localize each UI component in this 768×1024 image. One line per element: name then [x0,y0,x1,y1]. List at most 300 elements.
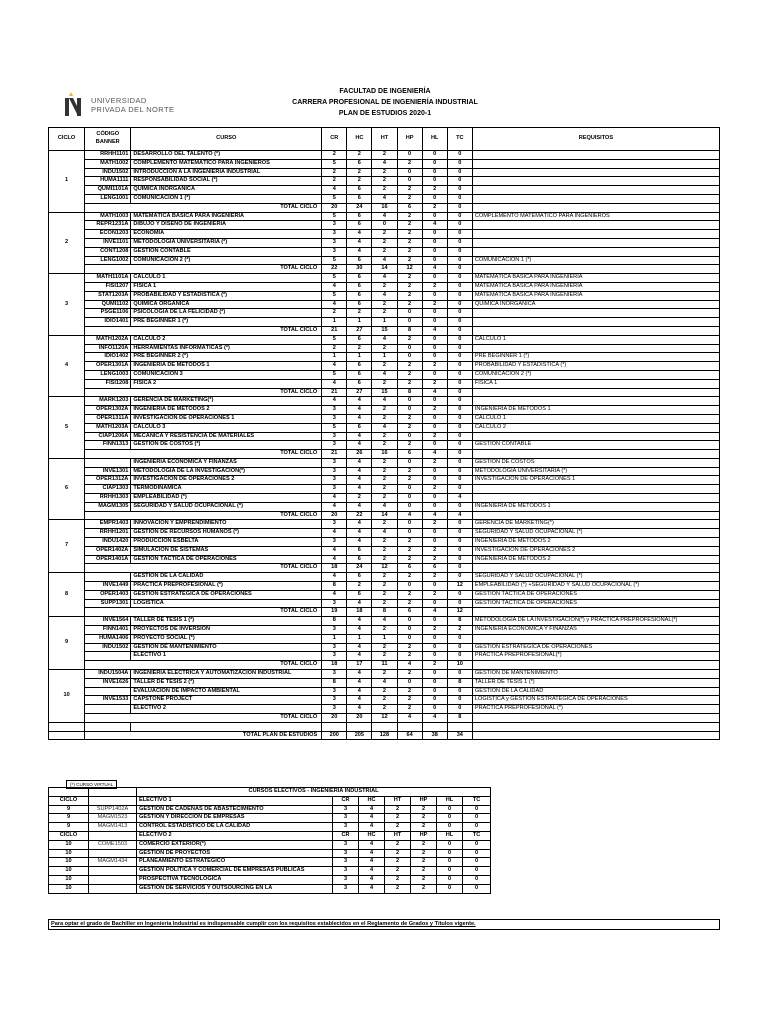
cycle-number: 10 [49,670,85,723]
grand-total-row [49,731,720,740]
course-row [49,643,720,652]
course-tc: 0 [447,247,472,256]
course-cr: 4 [322,546,347,555]
course-ht: 2 [372,432,397,441]
course-hc: 4 [347,696,372,705]
course-name: METODOLOGÍA DE LA INVESTIGACIÓN(*) [131,467,322,476]
course-hl: 0 [422,230,447,239]
course-hl: 0 [422,177,447,186]
elective-code: SUPP1402A [89,805,137,814]
elective-hp: 2 [411,858,437,867]
total-hl: 6 [422,564,447,573]
total-tc: 8 [447,714,472,723]
total-requisite-empty [472,450,719,459]
total-cr: 20 [322,714,347,723]
course-row [49,494,720,503]
course-name: PROYECTOS DE INVERSIÓN [131,626,322,635]
course-hp: 0 [397,494,422,503]
total-requisite-empty [472,265,719,274]
course-hc: 4 [347,238,372,247]
course-cr: 2 [322,168,347,177]
total-hp: 6 [397,450,422,459]
course-code: RRHH1303 [85,494,131,503]
course-name: PROYECTO SOCIAL (*) [131,634,322,643]
course-hl: 2 [422,300,447,309]
course-ht: 4 [372,370,397,379]
course-row [49,221,720,230]
course-requisite: INGENIERÍA ECONÓMICA Y FINANZAS [472,626,719,635]
course-name: INNOVACIÓN Y EMPRENDIMIENTO [131,520,322,529]
course-requisite: MATEMÁTICA BÁSICA PARA INGENIERÍA [472,291,719,300]
course-code: MAGM1305 [85,502,131,511]
course-code [85,573,131,582]
course-hp: 2 [397,687,422,696]
course-requisite: INVESTIGACIÓN DE OPERACIONES 1 [472,476,719,485]
total-ht: 16 [372,203,397,212]
course-hp: 0 [397,582,422,591]
course-hc: 4 [347,397,372,406]
total-cr: 21 [322,326,347,335]
document-header [230,86,540,119]
course-row [49,696,720,705]
course-requisite: GESTIÓN DE MANTENIMIENTO [472,670,719,679]
course-cr: 5 [322,370,347,379]
course-code: RRHH1101 [85,151,131,160]
course-requisite [472,318,719,327]
total-hl: 4 [422,608,447,617]
cycle-number: 4 [49,335,85,397]
electives-col-name: ELECTIVO 2 [137,831,333,840]
course-tc: 0 [447,590,472,599]
course-row [49,230,720,239]
total-hp: 4 [397,511,422,520]
course-requisite: GERENCIA DE MARKETING(*) [472,520,719,529]
elective-hp: 2 [411,875,437,884]
course-row [49,441,720,450]
course-cr: 3 [322,599,347,608]
course-tc: 0 [447,502,472,511]
course-code: OPER1312A [85,476,131,485]
course-name: ELECTIVO 1 [131,652,322,661]
course-hc: 4 [347,485,372,494]
elective-tc: 0 [463,858,491,867]
electives-col-tc: TC [463,796,491,805]
course-ht: 4 [372,212,397,221]
cycle-total-row [49,714,720,723]
total-requisite-empty [472,714,719,723]
col-hc: HC [347,128,372,151]
elective-code: MAGM1523 [89,814,137,823]
elective-ciclo: 10 [49,867,89,876]
elective-tc: 0 [463,875,491,884]
elective-hc: 4 [359,849,385,858]
course-requisite: EMPLEABILIDAD (*) +SEGURIDAD Y SALUD OCUPACIONAL (*) [472,582,719,591]
total-hl: 4 [422,388,447,397]
course-row [49,291,720,300]
course-hp: 2 [397,652,422,661]
course-requisite: GESTIÓN TÁCTICA DE OPERACIONES [472,599,719,608]
course-code: HUMA1406 [85,634,131,643]
course-name: GESTIÓN DE LA CALIDAD [131,573,322,582]
course-name: COMPLEMENTO MATEMÁTICO PARA INGENIEROS [131,159,322,168]
course-cr: 4 [322,502,347,511]
electives-title-row [49,788,491,797]
course-ht: 4 [372,335,397,344]
course-row [49,582,720,591]
course-cr: 3 [322,441,347,450]
cycle-number: 8 [49,573,85,617]
course-name: GESTIÓN TÁCTICA DE OPERACIONES [131,555,322,564]
electives-header-row [49,831,491,840]
total-tc: 0 [447,265,472,274]
course-row [49,670,720,679]
course-tc: 0 [447,230,472,239]
col-curso: CURSO [131,128,322,151]
course-hp: 2 [397,194,422,203]
course-hc: 6 [347,194,372,203]
course-ht: 2 [372,705,397,714]
course-name: DIBUJO Y DISEÑO DE INGENIERÍA [131,221,322,230]
course-cr: 3 [322,247,347,256]
elective-ht: 2 [385,805,411,814]
university-logo [63,92,174,118]
grand-total-hp: 64 [397,731,422,740]
course-ht: 2 [372,696,397,705]
course-cr: 2 [322,177,347,186]
course-row [49,379,720,388]
total-cr: 22 [322,265,347,274]
elective-row [49,884,491,893]
course-ht: 2 [372,151,397,160]
course-ht: 0 [372,221,397,230]
course-hp: 2 [397,291,422,300]
total-hc: 24 [347,564,372,573]
course-requisite: COMUNICACIÓN 1 (*) [472,256,719,265]
course-cr: 3 [322,705,347,714]
course-hp: 0 [397,529,422,538]
course-cr: 2 [322,151,347,160]
course-hl: 0 [422,194,447,203]
course-code: INDU1502 [85,168,131,177]
col-ciclo: CICLO [49,128,85,151]
elective-hp: 2 [411,867,437,876]
course-hp: 0 [397,406,422,415]
course-name: COMUNICACIÓN 2 (*) [131,256,322,265]
course-requisite: GESTIÓN DE COSTOS [472,458,719,467]
course-hc: 4 [347,476,372,485]
course-cr: 4 [322,379,347,388]
course-hl: 4 [422,221,447,230]
course-tc: 0 [447,397,472,406]
course-tc: 0 [447,159,472,168]
course-requisite: GESTIÓN ESTRATÉGICA DE OPERACIONES [472,643,719,652]
course-hc: 6 [347,362,372,371]
course-hc: 4 [347,617,372,626]
course-name: TERMODINÁMICA [131,485,322,494]
course-requisite: COMUNICACIÓN 2 (*) [472,370,719,379]
course-tc: 2 [447,626,472,635]
course-hc: 4 [347,599,372,608]
course-cr: 3 [322,432,347,441]
course-requisite [472,238,719,247]
course-cr: 3 [322,652,347,661]
course-hc: 4 [347,414,372,423]
course-ht: 2 [372,485,397,494]
course-requisite [472,168,719,177]
course-code: QUMI1101A [85,186,131,195]
cycle-total-label: TOTAL CICLO [85,388,322,397]
course-hc: 6 [347,282,372,291]
elective-name: GESTIÓN DE CADENAS DE ABASTECIMIENTO [137,805,333,814]
course-code: CIAP1206A [85,432,131,441]
course-hp: 2 [397,705,422,714]
course-row [49,318,720,327]
col-codigo: CÓDIGO BANNER [85,128,131,151]
course-name: GESTIÓN DE RECURSOS HUMANOS (*) [131,529,322,538]
total-tc: 0 [447,564,472,573]
course-requisite [472,230,719,239]
total-hc: 27 [347,388,372,397]
course-hp: 2 [397,573,422,582]
spacer-cell [49,722,85,731]
career-title: CARRERA PROFESIONAL DE INGENIERÍA INDUSTRIAL [292,99,478,106]
course-row [49,256,720,265]
course-name: GESTIÓN ESTRATÉGICA DE OPERACIONES [131,590,322,599]
course-requisite: LOGÍSTICA y GESTIÓN ESTRATÉGICA DE OPERACIONES [472,696,719,705]
course-hc: 2 [347,151,372,160]
elective-cr: 3 [333,823,359,832]
course-hp: 2 [397,414,422,423]
course-name: INGENIERÍA ECONÓMICA Y FINANZAS [131,458,322,467]
course-row [49,238,720,247]
spacer-cell [447,722,472,731]
course-code: PSGE1106 [85,309,131,318]
total-cr: 21 [322,388,347,397]
cycle-total-row [49,564,720,573]
course-code [85,705,131,714]
course-code: INVE1101 [85,238,131,247]
course-ht: 2 [372,177,397,186]
course-requisite: INGENIERÍA DE MÉTODOS 2 [472,555,719,564]
elective-name: GESTIÓN Y DIRECCIÓN DE EMPRESAS [137,814,333,823]
course-ht: 2 [372,573,397,582]
course-code: MATH1101A [85,274,131,283]
course-hl: 0 [422,256,447,265]
elective-tc: 0 [463,823,491,832]
total-tc: 0 [447,388,472,397]
elective-hc: 4 [359,858,385,867]
elective-code [89,884,137,893]
course-hc: 4 [347,538,372,547]
elective-ht: 2 [385,823,411,832]
course-cr: 2 [322,309,347,318]
total-requisite-empty [472,388,719,397]
course-hp: 0 [397,177,422,186]
cycle-total-row [49,388,720,397]
course-row [49,212,720,221]
course-ht: 4 [372,159,397,168]
course-hp: 2 [397,423,422,432]
course-code: RRHH1201 [85,529,131,538]
course-hc: 6 [347,186,372,195]
total-cr: 20 [322,203,347,212]
course-tc: 0 [447,151,472,160]
course-hl: 0 [422,274,447,283]
total-hp: 8 [397,326,422,335]
course-cr: 4 [322,494,347,503]
course-ht: 2 [372,626,397,635]
course-cr: 4 [322,555,347,564]
elective-code: MAGM1413 [89,823,137,832]
elective-code [89,849,137,858]
course-name: MECÁNICA Y RESISTENCIA DE MATERIALES [131,432,322,441]
course-code: ECON1203 [85,230,131,239]
course-ht: 4 [372,502,397,511]
course-hc: 4 [347,687,372,696]
course-code: MATH1203A [85,423,131,432]
elective-code: MAGM1434 [89,858,137,867]
course-row [49,617,720,626]
elective-tc: 0 [463,805,491,814]
col-requisitos: REQUISITOS [472,128,719,151]
course-tc: 0 [447,599,472,608]
spacer-row [49,722,720,731]
total-ht: 12 [372,564,397,573]
total-hp: 6 [397,203,422,212]
electives-col-hl: HL [437,831,463,840]
course-tc: 0 [447,353,472,362]
course-cr: 1 [322,634,347,643]
course-code: INDU1502 [85,643,131,652]
course-code: OPER1401A [85,555,131,564]
course-hp: 0 [397,678,422,687]
total-hp: 6 [397,564,422,573]
total-hc: 24 [347,203,372,212]
course-code: MATH1202A [85,335,131,344]
course-tc: 0 [447,634,472,643]
course-ht: 2 [372,590,397,599]
course-cr: 3 [322,670,347,679]
course-hl: 0 [422,696,447,705]
total-tc: 0 [447,326,472,335]
course-hl: 0 [422,423,447,432]
course-name: PROBABILIDAD Y ESTADÍSTICA (*) [131,291,322,300]
course-tc: 0 [447,555,472,564]
course-ht: 2 [372,687,397,696]
course-requisite: PRÁCTICA PREPROFESIONAL(*) [472,652,719,661]
course-tc: 0 [447,177,472,186]
course-ht: 2 [372,362,397,371]
course-requisite: QUÍMICA INORGÁNICA [472,300,719,309]
course-name: GESTIÓN CONTABLE [131,247,322,256]
course-row [49,538,720,547]
electives-header-row [49,796,491,805]
electives-col-hc: HC [359,796,385,805]
course-hp: 2 [397,441,422,450]
course-row [49,309,720,318]
course-hl: 0 [422,159,447,168]
spacer-cell [322,722,347,731]
course-row [49,626,720,635]
course-name: MATEMÁTICA BÁSICA PARA INGENIERÍA [131,212,322,221]
cycle-total-label: TOTAL CICLO [85,326,322,335]
total-cr: 19 [322,608,347,617]
course-name: PRE BEGINNER 2 (*) [131,353,322,362]
course-requisite: GESTIÓN TÁCTICA DE OPERACIONES [472,590,719,599]
course-name: CAPSTONE PROJECT [131,696,322,705]
course-code [85,652,131,661]
elective-cr: 3 [333,858,359,867]
elective-row [49,840,491,849]
cycle-number: 5 [49,397,85,459]
grand-total-empty [49,731,85,740]
course-requisite: GESTIÓN CONTABLE [472,441,719,450]
total-tc: 10 [447,661,472,670]
course-hp: 0 [397,151,422,160]
course-hl: 0 [422,467,447,476]
course-name: PRE BEGINNER 1 (*) [131,318,322,327]
course-cr: 5 [322,274,347,283]
course-hl: 0 [422,687,447,696]
course-code: CIAP1303 [85,485,131,494]
course-hl: 2 [422,520,447,529]
elective-row [49,875,491,884]
course-name: PRÁCTICA PREPROFESIONAL (*) [131,582,322,591]
course-hl: 0 [422,238,447,247]
electives-title: CURSOS ELECTIVOS - INGENIERÍA INDUSTRIAL [137,788,491,797]
course-hl: 0 [422,370,447,379]
course-hl: 0 [422,168,447,177]
elective-name: PROSPECTIVA TECNOLÓGICA [137,875,333,884]
course-ht: 4 [372,397,397,406]
total-cr: 18 [322,564,347,573]
course-hp: 2 [397,670,422,679]
course-requisite: SEGURIDAD Y SALUD OCUPACIONAL (*) [472,573,719,582]
course-code: FISI1208 [85,379,131,388]
course-cr: 3 [322,520,347,529]
course-ht: 2 [372,467,397,476]
elective-hl: 0 [437,867,463,876]
course-name: GESTIÓN DE COSTOS (*) [131,441,322,450]
elective-ciclo: 10 [49,840,89,849]
elective-name: COMERCIO EXTERIOR(*) [137,840,333,849]
course-cr: 3 [322,238,347,247]
course-tc: 0 [447,687,472,696]
course-ht: 4 [372,194,397,203]
course-hl: 0 [422,476,447,485]
col-ht: HT [372,128,397,151]
elective-tc: 0 [463,884,491,893]
course-hl: 0 [422,494,447,503]
course-code: MATH1003 [85,212,131,221]
elective-cr: 3 [333,805,359,814]
electives-col-cr: CR [333,796,359,805]
course-name: FÍSICA 2 [131,379,322,388]
elective-ht: 2 [385,849,411,858]
course-hp: 0 [397,432,422,441]
course-hp: 0 [397,485,422,494]
course-name: EVALUACIÓN DE IMPACTO AMBIENTAL [131,687,322,696]
course-name: COMUNICACIÓN 1 (*) [131,194,322,203]
course-hc: 6 [347,335,372,344]
course-ht: 2 [372,186,397,195]
electives-col-code-empty [89,831,137,840]
elective-row [49,814,491,823]
total-hp: 6 [397,608,422,617]
total-tc: 0 [447,450,472,459]
grand-total-req-empty [472,731,719,740]
course-hc: 2 [347,309,372,318]
